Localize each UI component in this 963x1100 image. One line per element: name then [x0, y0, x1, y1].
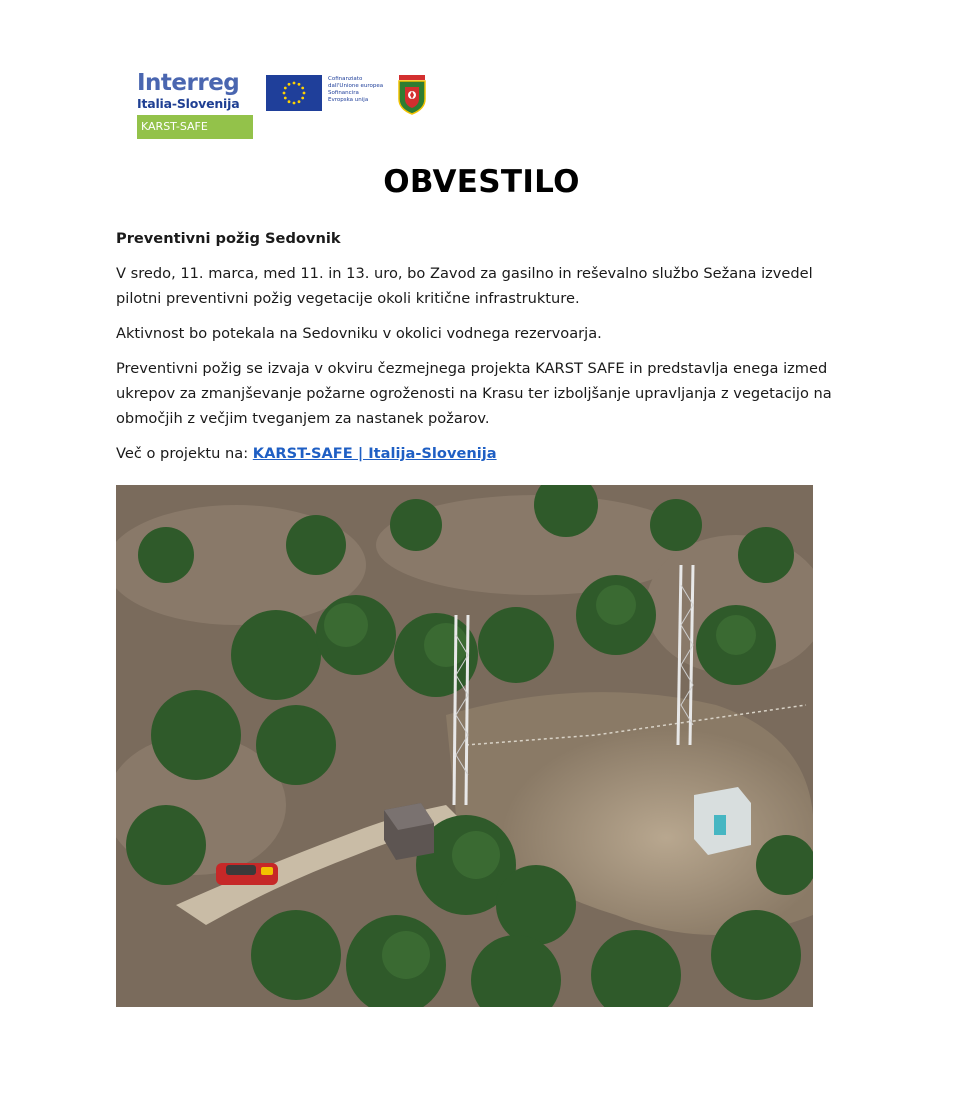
paragraph: Aktivnost bo potekala na Sedovniku v okolici vodnega rezervoarja.	[116, 325, 602, 342]
eu-line: dall'Unione europea	[328, 83, 384, 89]
eu-line: Evropska unija	[328, 97, 369, 103]
fire-brigade-crest-icon	[397, 75, 427, 115]
paragraph: V sredo, 11. marca, med 11. in 13. uro, bo Zavod za gasilno in reševalno službo Sežana izvedel pilotni preventivni požig vegetacije okoli kritične infrastrukture.	[116, 265, 813, 307]
page-title: OBVESTILO	[383, 164, 580, 200]
eu-line: Cofinanziato	[328, 76, 363, 82]
logo-bar	[137, 70, 437, 145]
eu-line: Sofinancira	[328, 90, 359, 96]
eu-flag-icon	[266, 75, 322, 111]
eu-cofinancing-text	[328, 76, 388, 104]
more-info-label: Več o projektu na:	[116, 445, 253, 462]
notice-subtitle: Preventivni požig Sedovnik	[116, 230, 341, 247]
interreg-logo	[137, 70, 254, 139]
interreg-wordmark: Interreg	[137, 70, 240, 96]
project-link[interactable]: KARST-SAFE | Italija-Slovenija	[252, 445, 497, 462]
paragraph: Preventivni požig se izvaja v okviru čezmejnega projekta KARST SAFE in predstavlja enega izmed ukrepov za zmanjševanje požarne ogroženosti na Krasu ter izboljšanje upravljanja z vegetacijo na območjih z večjim tveganjem za nastanek požarov.	[116, 360, 832, 427]
project-badge: KARST-SAFE	[137, 115, 253, 139]
aerial-photo-icon	[116, 485, 813, 1007]
aerial-photo	[116, 485, 813, 1007]
more-info-line	[116, 441, 856, 466]
notice-body	[116, 226, 856, 476]
program-name: Italia-Slovenija	[137, 96, 240, 111]
